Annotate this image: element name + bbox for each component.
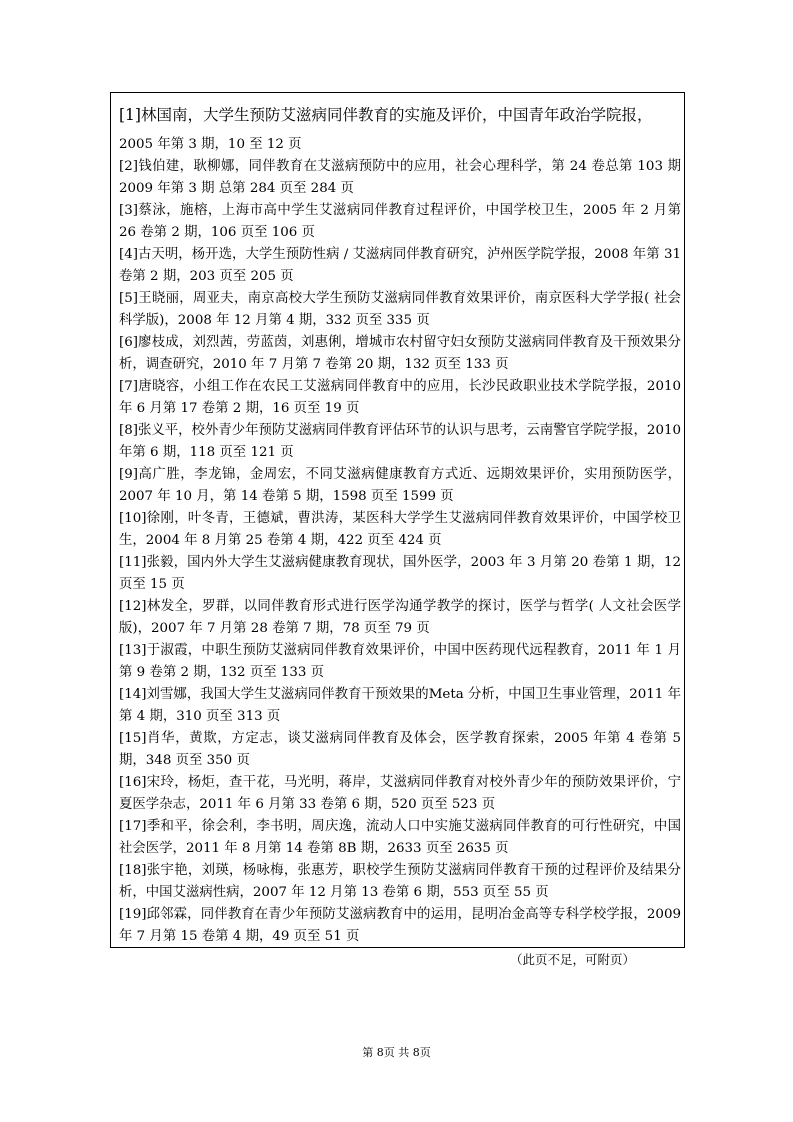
reference-item: [12]林发全，罗群，以同伴教育形式进行医学沟通学教学的探讨，医学与哲学( 人文社会医学版)，2007 年 7 月第 28 卷第 7 期，78 页至 79 页 [119,599,681,636]
reference-item: [13]于淑霞，中职生预防艾滋病同伴教育效果评价，中国中医药现代远程教育，2011 年 1 月第 9 卷第 2 期，132 页至 133 页 [119,643,681,680]
reference-item: [15]肖华，黄欺，方定志，谈艾滋病同伴教育及体会，医学教育探索，2005 年第 4 卷第 5 期，348 页至 350 页 [119,731,681,768]
reference-item: [3]蔡泳，施榕，上海市高中学生艾滋病同伴教育过程评价，中国学校卫生，2005 年 2 月第 26 卷第 2 期，106 页至 106 页 [119,203,681,240]
reference-line: [1]林国南，大学生预防艾滋病同伴教育的实施及评价，中国青年政治学院报， [119,106,653,124]
reference-item: [2]钱伯建，耿柳娜，同伴教育在艾滋病预防中的应用，社会心理科学，第 24 卷总第 103 期 2009 年第 3 期 总第 284 页至 284 页 [119,159,681,196]
reference-item: [8]张义平，校外青少年预防艾滋病同伴教育评估环节的认识与思考，云南警官学院学报，2010 年第 6 期，118 页至 121 页 [119,423,681,460]
reference-item: [16]宋玲，杨炬，查干花，马光明，蒋岸，艾滋病同伴教育对校外青少年的预防效果评价，宁夏医学杂志，2011 年 6 月第 33 卷第 6 期，520 页至 523 页 [119,775,681,812]
reference-item: [6]廖枝成，刘烈茜，劳蓝茵，刘惠俐，增城市农村留守妇女预防艾滋病同伴教育及干预效果分析，调查研究，2010 年 7 月第 7 卷第 20 期，132 页至 133 页 [119,335,681,372]
reference-item: [18]张宇艳，刘瑛，杨咏梅，张惠芳，职校学生预防艾滋病同伴教育干预的过程评价及结果分析，中国艾滋病性病，2007 年 12 月第 13 卷第 6 期，553 页至 55 页 [119,863,681,900]
reference-item: [4]古天明，杨开选，大学生预防性病 / 艾滋病同伴教育研究，泸州医学院学报，2008 年第 31 卷第 2 期，203 页至 205 页 [119,247,681,284]
reference-list [119,104,681,948]
reference-item: [7]唐晓容，小组工作在农民工艾滋病同伴教育中的应用，长沙民政职业技术学院学报，2010 年 6 月第 17 卷第 2 期，16 页至 19 页 [119,379,681,416]
reference-item: [17]季和平，徐会利，李书明，周庆逸，流动人口中实施艾滋病同伴教育的可行性研究，中国社会医学，2011 年 8 月第 14 卷第 8B 期，2633 页至 2635 页 [119,819,681,856]
page-number: 第 8页 共 8页 [362,1046,431,1059]
reference-line: 2005 年第 3 期，10 至 12 页 [119,137,302,152]
reference-item: [19]邱邻霖，同伴教育在青少年预防艾滋病教育中的运用，昆明冶金高等专科学校学报，2009 年 7 月第 15 卷第 4 期，49 页至 51 页 [119,907,681,944]
reference-item: [9]高广胜，李龙锦，金周宏，不同艾滋病健康教育方式近、远期效果评价，实用预防医学，2007 年 10 月，第 14 卷第 5 期，1598 页至 1599 页 [119,467,681,504]
reference-item [119,104,681,156]
continuation-note: （此页不足，可附页） [510,952,636,967]
reference-item: [10]徐刚，叶冬青，王德斌，曹洪涛，某医科大学学生艾滋病同伴教育效果评价，中国学校卫生，2004 年 8 月第 25 卷第 4 期，422 页至 424 页 [119,511,681,548]
reference-item: [5]王晓丽，周亚夫，南京高校大学生预防艾滋病同伴教育效果评价，南京医科大学学报( 社会科学版)，2008 年 12 月第 4 期，332 页至 335 页 [119,291,681,328]
reference-item: [14]刘雪娜，我国大学生艾滋病同伴教育干预效果的Meta 分析，中国卫生事业管理，2011 年第 4 期，310 页至 313 页 [119,687,681,724]
reference-item: [11]张毅，国内外大学生艾滋病健康教育现状，国外医学，2003 年 3 月第 20 卷第 1 期，12 页至 15 页 [119,555,681,592]
